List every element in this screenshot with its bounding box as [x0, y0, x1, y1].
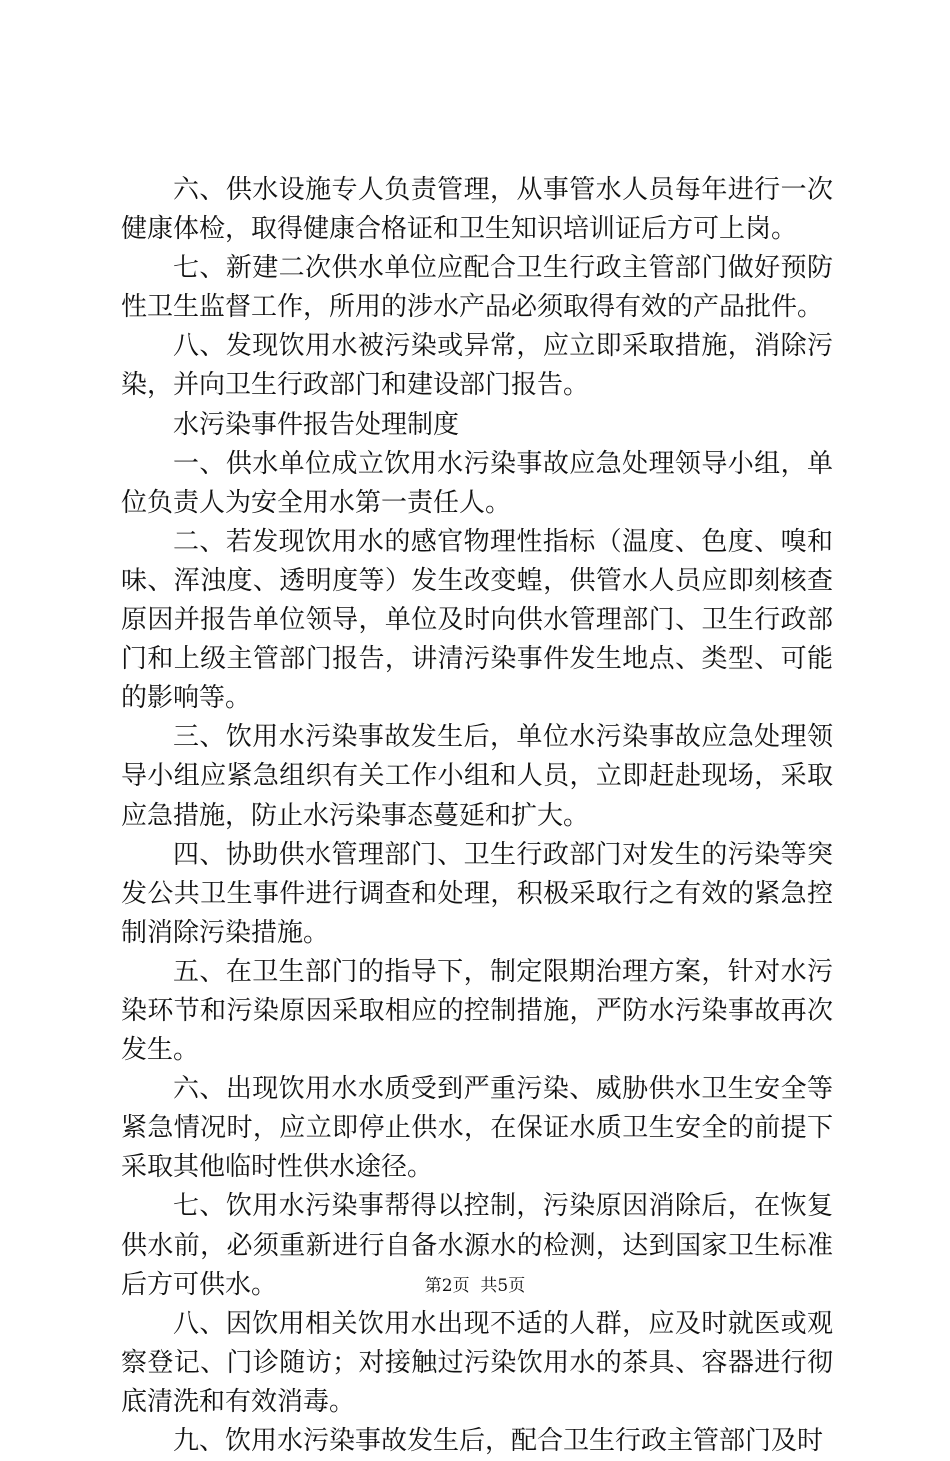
page-number-label: 第2页 共5页 [424, 1276, 526, 1296]
paragraph-6: 三、饮用水污染事故发生后，单位水污染事故应急处理领导小组应紧急组织有关工作小组和人员，立即赶赴现场，采取应急措施，防止水污染事态蔓延和扩大。 [121, 722, 833, 831]
paragraph-12: 九、饮用水污染事故发生后，配合卫生行政主管部门及时 [173, 1426, 824, 1456]
section-heading: 水污染事件报告处理制度 [173, 409, 460, 440]
paragraph-4: 一、供水单位成立饮用水污染事故应急处理领导小组，单位负责人为安全用水第一责任人。 [121, 448, 833, 518]
paragraph-11: 八、因饮用相关饮用水出现不适的人群，应及时就医或观察登记、门诊随访；对接触过污染饮用水的茶具、容器进行彻底清洗和有效消毒。 [121, 1308, 833, 1417]
document-body [121, 171, 833, 1461]
paragraph-7: 四、协助供水管理部门、卫生行政部门对发生的污染等突发公共卫生事件进行调查和处理，积极采取行之有效的紧急控制消除污染措施。 [121, 839, 833, 948]
paragraph-3: 八、发现饮用水被污染或异常，应立即采取措施，消除污染，并向卫生行政部门和建设部门报告。 [121, 331, 833, 401]
page-footer [0, 1275, 950, 1297]
paragraph-2: 七、新建二次供水单位应配合卫生行政主管部门做好预防性卫生监督工作，所用的涉水产品必须取得有效的产品批件。 [121, 253, 833, 323]
paragraph-10: 七、饮用水污染事帮得以控制，污染原因消除后，在恢复供水前，必须重新进行自备水源水的检测，达到国家卫生标准后方可供水。 [121, 1191, 833, 1300]
paragraph-9: 六、出现饮用水水质受到严重污染、威胁供水卫生安全等紧急情况时，应立即停止供水，在保证水质卫生安全的前提下采取其他临时性供水途径。 [121, 1074, 833, 1183]
paragraph-8: 五、在卫生部门的指导下，制定限期治理方案，针对水污染环节和污染原因采取相应的控制措施，严防水污染事故再次发生。 [121, 956, 833, 1066]
paragraph-1: 六、供水设施专人负责管理，从事管水人员每年进行一次健康体检，取得健康合格证和卫生知识培训证后方可上岗。 [121, 175, 833, 245]
paragraph-5: 二、若发现饮用水的感官物理性指标（温度、色度、嗅和味、浑浊度、透明度等）发生改变蝗，供管水人员应即刻核查原因并报告单位领导，单位及时向供水管理部门、卫生行政部门和上级主管部门报告，讲清污染事件发生地点、类型、可能的影响等。 [121, 526, 833, 714]
